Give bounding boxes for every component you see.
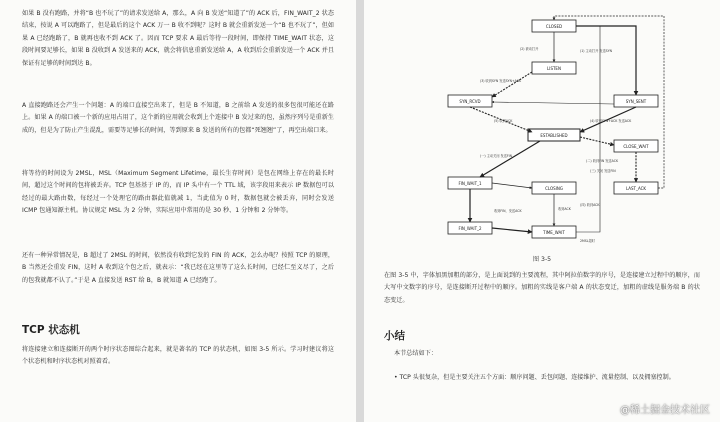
state-syn-sent [614, 95, 658, 107]
paragraph-2msl: 将等待的时间设为 2MSL，MSL（Maximum Segment Lifetime，最长生存时间）是包在网络上存在的最长时间，超过这个时间的包将被丢弃。TCP 包基基于 IP 的，而 IP 头中有一个 TTL 域，该字段用来表示 IP 数据包可以经过的最大路由数，每经过一个处理它的路由器此值就减 1，当此值为 0 时，数据包就会被丢弃，同时会发送 ICMP 包通知源主机。协议规定 MSL 为 2 分钟，实际应用中常用的是 30 秒、1 分钟和 2 分钟等。 [22, 170, 334, 215]
svg-text:FIN_WAIT_1: FIN_WAIT_1 [458, 181, 482, 186]
svg-text:TIME_WAIT: TIME_WAIT [543, 230, 565, 235]
svg-text:LAST_ACK: LAST_ACK [625, 186, 647, 191]
svg-text:CLOSE_WAIT: CLOSE_WAIT [623, 144, 649, 149]
tcp-state-machine-diagram [440, 12, 668, 248]
paragraph-rst: 还有一种异常情况是，B 超过了 2MSL 的时间，依然没有收到它发的 FIN 的 ACK，怎么办呢？按照 TCP 的原理，B 当然还会重发 FIN，这时 A 收到这个包之后，就表示：“我已经在这里等了这么长时间，已经仁至义尽了，之后的包我就都不认了。”于是 A 直接发送 RST 给 B，B 就知道 A 已经跑了。 [22, 252, 334, 284]
paragraph-summary-intro: 本节总结如下： [394, 350, 438, 357]
svg-text:SYN_SENT: SYN_SENT [625, 99, 647, 104]
state-last-ack [614, 182, 658, 194]
label-2msl: 2MSL超时 [580, 239, 595, 243]
svg-text:CLOSING: CLOSING [545, 186, 563, 191]
label-recv-syn: (3) 收到SYN 发送SYN+ACK [480, 79, 522, 83]
label-recv-fin: (二) 收到FIN 发送ACK [586, 159, 619, 163]
state-syn-rcvd [448, 95, 492, 107]
right-page [364, 0, 720, 422]
label-closing-ack: 收到ACK [558, 207, 571, 211]
state-established [528, 129, 580, 141]
label-close-send-fin: (三) 关闭 发送FIN [590, 169, 616, 173]
state-fin-wait-1 [448, 177, 492, 189]
state-closing [532, 182, 576, 194]
left-page [0, 0, 356, 422]
label-passive-open: (2) 被动打开 [520, 47, 539, 51]
section-heading-tcp-state-machine: TCP 状态机 [22, 324, 80, 336]
state-time-wait [532, 226, 576, 238]
state-close-wait [614, 140, 658, 152]
label-recv-ack-last: (四) 收到ACK [580, 203, 600, 207]
state-fin-wait-2 [448, 222, 492, 234]
svg-text:FIN_WAIT_2: FIN_WAIT_2 [458, 226, 482, 231]
section-heading-summary: 小结 [384, 330, 405, 342]
svg-text:ESTABLISHED: ESTABLISHED [540, 133, 568, 138]
figure-caption: 图 3-5 [532, 256, 552, 263]
watermark: @稀土掘金技术社区 [620, 405, 710, 416]
label-recv-syn-ack: (4) 收到SYN+ACK 发送ACK [590, 119, 632, 123]
label-fin-ack: 收到FIN，发送ACK [494, 209, 522, 213]
svg-text:SYN_RCVD: SYN_RCVD [459, 99, 481, 104]
summary-bullet: • TCP 头很复杂，但是主要关注五个方面：顺序问题、丢包问题、连接维护、流量控制、以及拥塞控制。 [394, 374, 675, 381]
label-active-open: (1) 主动打开 发送SYN [580, 49, 613, 53]
paragraph-port-reuse: A 直接跑路还会产生一个问题：A 的端口直接空出来了，但是 B 不知道，B 之前给 A 发送的很多包很可能还在路上。如果 A 的端口被一个新的应用占用了，这个新的应用就会收到上个连接中 B 发过来的包，虽然序列号是重新生成的，但是为了防止产生混乱，需要等足够长的时间，等到原来 B 发送的所有的包都“死翘翘”了，再空出端口来。 [22, 102, 334, 134]
label-recv-ack: (5) 收到ACK [494, 119, 513, 123]
transition-arrows [470, 16, 664, 232]
svg-text:LISTEN: LISTEN [547, 66, 561, 71]
svg-text:CLOSED: CLOSED [545, 24, 563, 29]
paragraph-state-machine-intro: 将连接建立和连接断开的两个时序状态图综合起来，就是著名的 TCP 的状态机，如图 3-5 所示。学习时建议将这个状态机和时序状态机对照着看。 [22, 346, 334, 366]
paragraph-figure-explanation: 在图 3-5 中，字体加黑加粗的部分，是上面说到的主要流程，其中阿拉伯数字的序号，是连接建立过程中的顺序，而大写中文数字的序号，是连接断开过程中的顺序。加粗的实线是客户端 A 的状态变迁，加粗的虚线是服务端 B 的状态变迁。 [384, 272, 700, 304]
paragraph-fin-wait: 如果 B 没有跑路，并将“B 也不玩了”的请求发送给 A，那么，A 向 B 发送“知道了”的 ACK 后，FIN_WAIT_2 状态结束，按说 A 可以跑路了，但是最后的这个 ACK 万一 B 收不到呢？这时 B 就会重新发送一个“B 也不玩了”，但如果 A 已经跑路了，B 就再也收不到 ACK 了。因而 TCP 要求 A 最后等待一段时间，即保持 TIME_WAIT 状态，这段时间要足够长，如果 B 没收到 A 发送来的 ACK，就会将信息重新发送给 A，A 收到后会重新发送一个 ACK 并且保证有足够的时间到达 B。 [22, 10, 334, 67]
state-listen [532, 62, 576, 74]
state-closed [532, 20, 576, 32]
label-active-close: (一) 主动关闭 发送FIN [480, 154, 512, 158]
